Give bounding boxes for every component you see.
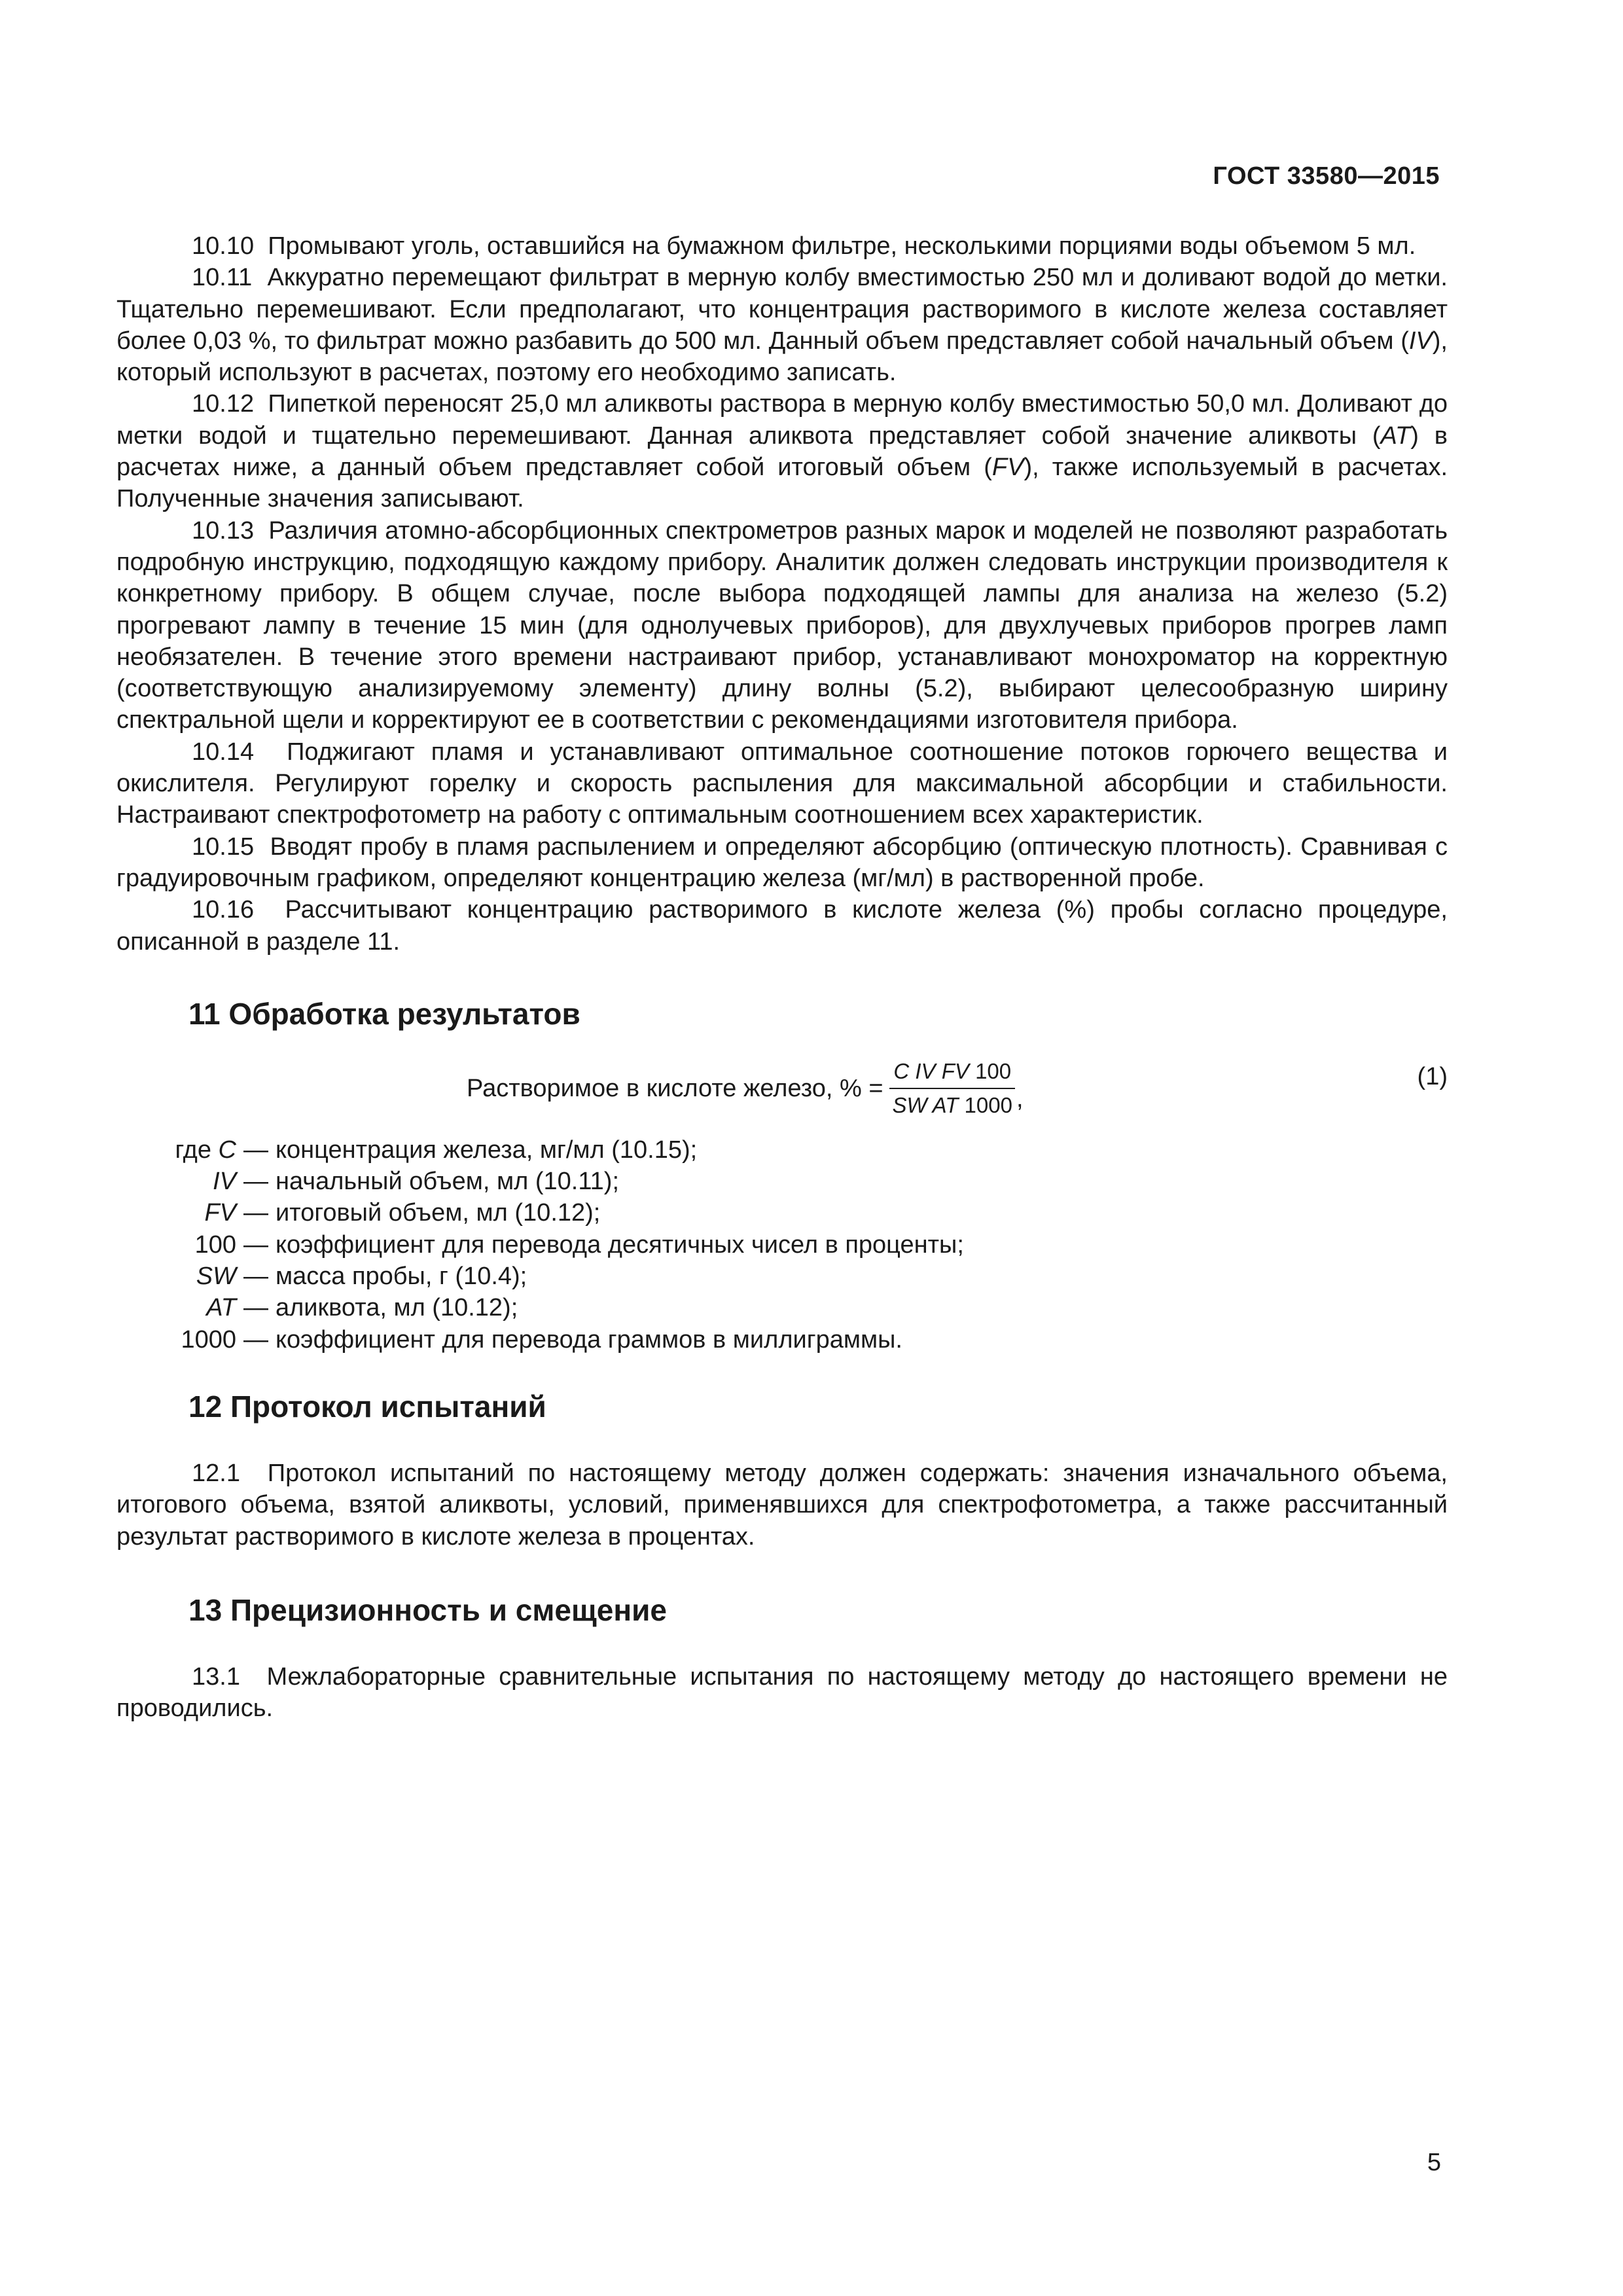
legend-symbol: 100 (194, 1230, 236, 1259)
paragraph-12-1 (116, 1458, 1448, 1552)
legend-dash: — (243, 1325, 268, 1354)
formula-denominator (889, 1089, 1016, 1119)
legend-description: масса пробы, г (10.4); (276, 1263, 527, 1291)
formula-legend (116, 1134, 1448, 1355)
legend-row (116, 1166, 1448, 1197)
paragraph-text: Промывают уголь, оставшийся на бумажном фильтре, несколькими порциями воды объемом 5 мл. (268, 232, 1416, 260)
legend-symbol: AT (206, 1294, 236, 1322)
page-number: 5 (1427, 2149, 1441, 2176)
paragraph-10-15 (116, 831, 1448, 895)
symbol-fv: FV (991, 454, 1024, 482)
paragraph-number: 13.1 (192, 1662, 240, 1691)
paragraph-10-14 (116, 736, 1448, 831)
paragraph-13-1 (116, 1661, 1448, 1725)
section-11-title: 11 Обработка результатов (188, 996, 580, 1031)
legend-row (116, 1134, 1448, 1166)
legend-dash: — (243, 1136, 268, 1164)
legend-symbol: FV (204, 1199, 236, 1227)
paragraph-number: 10.14 (192, 738, 255, 766)
legend-symbol: SW (196, 1263, 236, 1291)
formula-expression (467, 1053, 1024, 1124)
formula-lhs: Растворимое в кислоте железо, % = (467, 1074, 883, 1102)
paragraph-number: 12.1 (192, 1459, 240, 1487)
paragraph-text: Рассчитывают концентрацию растворимого в кислоте железа (%) пробы согласно процедуре, описанной в разделе 11. (116, 896, 1448, 956)
paragraph-text: Протокол испытаний по настоящему методу должен содержать: значения изначального объема, итогового объема, взятой аликвоты, условий, применявшихся для спектрофотометра, а также рассчитанный результат растворимого в кислоте железа в процентах. (116, 1459, 1448, 1551)
legend-symbol: C (218, 1136, 236, 1164)
formula-fraction (889, 1058, 1016, 1119)
paragraph-10-10 (116, 230, 1448, 262)
paragraph-text-middle: ) в расчетах ниже, а данный объем представляет собой итоговый объем ( (116, 422, 1448, 482)
symbol-at: AT (1380, 422, 1411, 450)
legend-dash: — (243, 1294, 268, 1322)
legend-dash: — (243, 1168, 268, 1196)
legend-dash: — (243, 1230, 268, 1259)
legend-description: начальный объем, мл (10.11); (276, 1168, 620, 1196)
legend-row (116, 1197, 1448, 1229)
paragraph-number: 10.10 (192, 232, 255, 260)
symbol-iv: IV (1408, 327, 1433, 355)
legend-description: итоговый объем, мл (10.12); (276, 1199, 601, 1227)
paragraph-number: 10.12 (192, 390, 255, 418)
legend-description: концентрация железа, мг/мл (10.15); (276, 1136, 698, 1164)
paragraph-10-16 (116, 894, 1448, 958)
document-body (116, 230, 1448, 1724)
formula-1 (116, 1053, 1448, 1124)
denominator-symbols: SW AT (892, 1092, 959, 1117)
paragraph-number: 10.13 (192, 516, 255, 545)
paragraph-number: 10.15 (192, 833, 255, 861)
legend-dash: — (243, 1263, 268, 1291)
legend-symbol: 1000 (181, 1325, 236, 1354)
paragraph-text-end: ), который используют в расчетах, поэтому его необходимо записать. (116, 327, 1448, 387)
legend-row (116, 1229, 1448, 1261)
legend-row (116, 1324, 1448, 1355)
paragraph-10-13 (116, 515, 1448, 736)
section-12-title: 12 Протокол испытаний (188, 1389, 546, 1424)
paragraph-text: Различия атомно-абсорбционных спектрометров разных марок и моделей не позволяют разработать подробную инструкцию, подходящую каждому прибору. Аналитик должен следовать инструкции производителя к конкретному прибору. В общем случае, после выбора подходящей лампы для анализа на железо (5.2) прогревают лампу в течение 15 мин (для однолучевых приборов), для двухлучевых приборов прогрев ламп необязателен. В течение этого времени настраивают прибор, устанавливают монохроматор на корректную (соответствующую анализируемому элементу) длину волны (5.2), выбирают целесообразную ширину спектральной щели и корректируют ее в соответствии с рекомендациями изготовителя прибора. (116, 516, 1448, 734)
denominator-number: 1000 (964, 1092, 1012, 1117)
paragraph-number: 10.11 (192, 264, 253, 292)
legend-description: коэффициент для перевода десятичных чисел в проценты; (276, 1230, 964, 1259)
legend-symbol: IV (213, 1168, 236, 1196)
legend-row (116, 1261, 1448, 1292)
paragraph-text: Поджигают пламя и устанавливают оптимальное соотношение потоков горючего вещества и окислителя. Регулируют горелку и скорость распыления для максимальной абсорбции и стабильности. Настраивают спектрофотометр на работу с оптимальным соотношением всех характеристик. (116, 738, 1448, 829)
paragraph-number: 10.16 (192, 896, 255, 924)
formula-comma: , (1016, 1085, 1024, 1113)
paragraph-text: Аккуратно перемещают фильтрат в мерную колбу вместимостью 250 мл и доливают водой до метки. Тщательно перемешивают. Если предполагают, что концентрация растворимого в кислоте железа составляет более 0,03 %, то фильтрат можно разбавить до 500 мл. Данный объем представляет собой начальный объем ( (116, 264, 1448, 355)
paragraph-10-11 (116, 262, 1448, 388)
legend-description: аликвота, мл (10.12); (276, 1294, 518, 1322)
standard-code-header: ГОСТ 33580—2015 (1213, 162, 1440, 190)
formula-numerator (889, 1058, 1015, 1089)
paragraph-text: Вводят пробу в пламя распылением и определяют абсорбцию (оптическую плотность). Сравнивая с градуировочным графиком, определяют концентрацию железа (мг/мл) в растворенной пробе. (116, 833, 1448, 892)
legend-description: коэффициент для перевода граммов в миллиграммы. (276, 1325, 902, 1354)
section-13-title: 13 Прецизионность и смещение (188, 1592, 668, 1627)
legend-dash: — (243, 1199, 268, 1227)
paragraph-text: Межлабораторные сравнительные испытания по настоящему методу до настоящего времени не проводились. (116, 1662, 1448, 1723)
paragraph-10-12 (116, 388, 1448, 514)
numerator-symbols: C IV FV (893, 1058, 969, 1083)
numerator-number: 100 (975, 1058, 1012, 1083)
legend-prefix: где (175, 1136, 219, 1164)
paragraph-text: Пипеткой переносят 25,0 мл аликвоты раствора в мерную колбу вместимостью 50,0 мл. Доливают до метки водой и тщательно перемешивают. Данная аликвота представляет собой значение аликвоты ( (116, 390, 1448, 450)
paragraph-text-end: ), также используемый в расчетах. Полученные значения записывают. (116, 454, 1448, 513)
formula-number: (1) (1417, 1062, 1448, 1090)
legend-row (116, 1292, 1448, 1323)
